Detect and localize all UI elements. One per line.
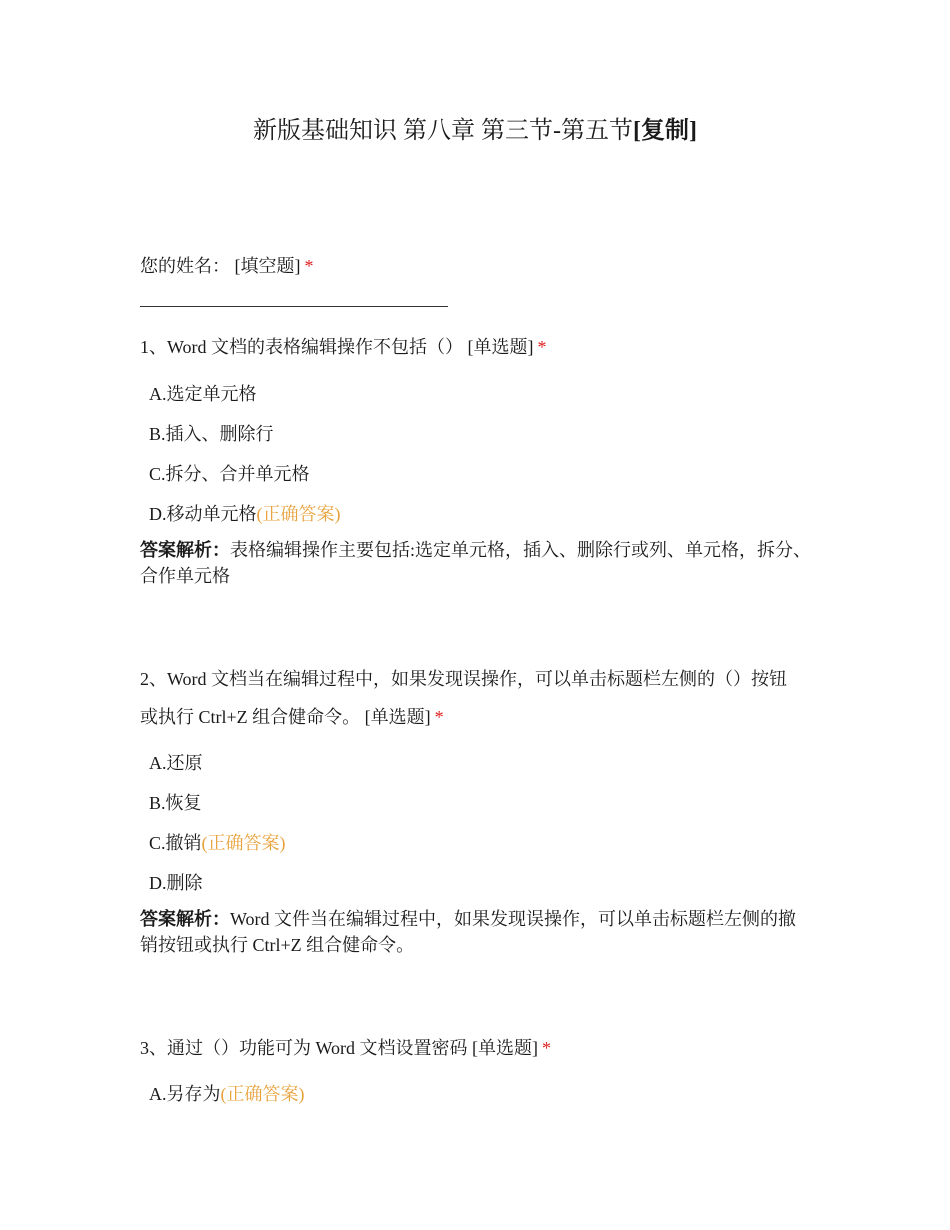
explanation-label: 答案解析： [140,540,230,560]
required-mark: * [537,337,547,357]
explanation-text: Word 文件当在编辑过程中，如果发现误操作，可以单击标题栏左侧的撤销按钮或执行 Ctrl+Z 组合健命令。 [140,909,797,955]
explanation-text: 表格编辑操作主要包括:选定单元格，插入、删除行或列、单元格，拆分、合作单元格 [140,540,811,586]
correct-answer-mark: (正确答案) [256,504,341,524]
question-2-text-line2: 或执行 Ctrl+Z 组合健命令。 [140,707,361,727]
explanation-label: 答案解析： [140,909,230,929]
required-mark: * [542,1038,552,1058]
question-2-option-c[interactable]: C.撤销(正确答案) [149,833,286,853]
required-mark: * [304,256,314,276]
question-2-option-b[interactable]: B.恢复 [149,793,202,813]
question-1-option-d[interactable]: D.移动单元格(正确答案) [149,504,341,524]
question-2-type: [单选题] [364,707,431,727]
question-2 [140,665,820,691]
question-1-option-b[interactable]: B.插入、删除行 [149,424,274,444]
question-2-option-d[interactable]: D.删除 [149,873,203,893]
page-title [0,110,950,145]
question-1 [140,333,820,359]
question-3-option-a[interactable]: A.另存为(正确答案) [149,1084,305,1104]
question-1-option-a[interactable]: A.选定单元格 [149,384,257,404]
name-question [140,252,820,278]
question-2-option-a[interactable]: A.还原 [149,753,203,773]
question-2-text-line1: 2、Word 文档当在编辑过程中，如果发现误操作，可以单击标题栏左侧的（）按钮 [140,669,788,689]
question-2-explanation [140,906,812,958]
question-1-option-c[interactable]: C.拆分、合并单元格 [149,464,310,484]
page-title-copy-tag: [复制] [633,118,697,144]
name-question-type: [填空题] [234,256,301,276]
question-1-type: [单选题] [467,337,534,357]
name-answer-line[interactable] [140,306,448,307]
question-3 [140,1034,820,1060]
name-question-text: 您的姓名： [140,256,230,276]
question-1-explanation [140,537,812,589]
question-1-text: 1、Word 文档的表格编辑操作不包括（） [140,337,464,357]
question-3-text: 3、通过（）功能可为 Word 文档设置密码 [140,1038,468,1058]
question-2-line2 [140,703,820,729]
question-3-type: [单选题] [472,1038,539,1058]
correct-answer-mark: (正确答案) [201,833,286,853]
correct-answer-mark: (正确答案) [220,1084,305,1104]
page-title-main: 新版基础知识 第八章 第三节-第五节 [253,118,633,144]
required-mark: * [434,707,444,727]
